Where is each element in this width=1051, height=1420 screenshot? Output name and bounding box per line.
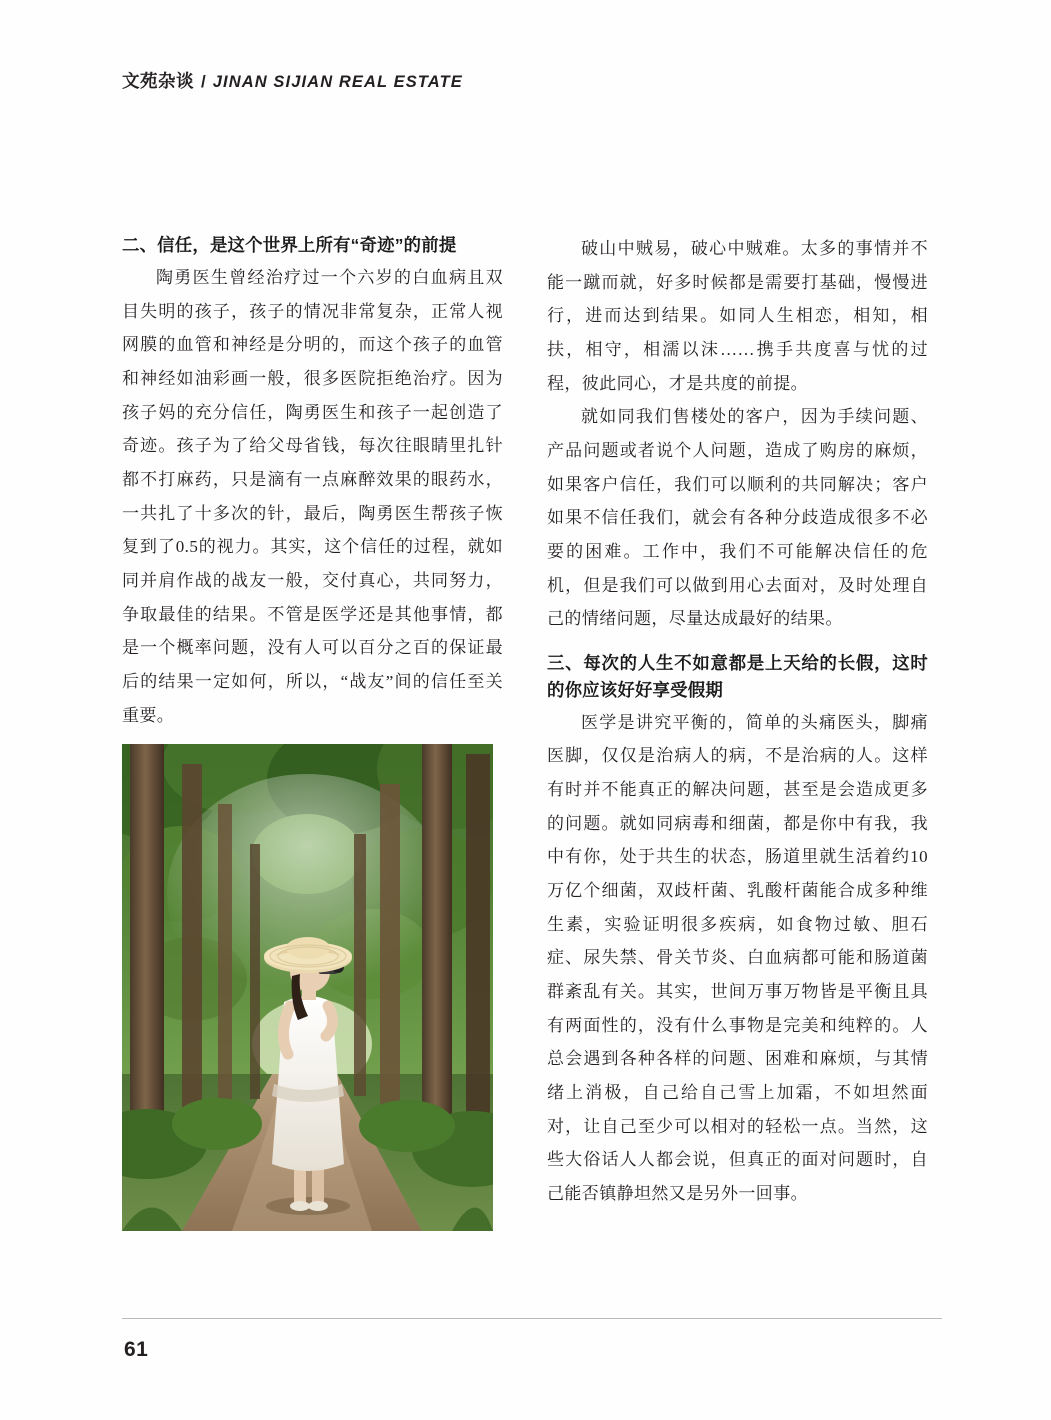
right-paragraph-2: 就如同我们售楼处的客户，因为手续问题、产品问题或者说个人问题，造成了购房的麻烦，如果客户信任，我们可以顺利的共同解决；客户如果不信任我们，就会有各种分歧造成很多不必要的困难。工作中，我们不可能解决信任的危机，但是我们可以做到用心去面对，及时处理自己的情绪问题，尽量达成最好的结果。 (547, 407, 928, 629)
header-english-label: JINAN SIJIAN REAL ESTATE (212, 73, 463, 91)
right-column (547, 232, 928, 1211)
right-paragraph-3: 医学是讲究平衡的，简单的头痛医头，脚痛医脚，仅仅是治病人的病，不是治病的人。这样有时并不能真正的解决问题，甚至是会造成更多的问题。就如同病毒和细菌，都是你中有我，我中有你，处于共生的状态，肠道里就生活着约10万亿个细菌，双歧杆菌、乳酸杆菌能合成多种维生素，实验证明很多疾病，如食物过敏、胆石症、尿失禁、骨关节炎、白血病都可能和肠道菌群紊乱有关。其实，世间万事万物皆是平衡且具有两面性的，没有什么事物是完美和纯粹的。人总会遇到各种各样的问题、困难和麻烦，与其情绪上消极，自己给自己雪上加霜，不如坦然面对，让自己至少可以相对的轻松一点。当然，这些大俗话人人都会说，但真正的面对问题时，自己能否镇静坦然又是另外一回事。 (547, 712, 928, 1203)
left-paragraph-1: 陶勇医生曾经治疗过一个六岁的白血病且双目失明的孩子，孩子的情况非常复杂，正常人视网膜的血管和神经是分明的，而这个孩子的血管和神经如油彩画一般，很多医院拒绝治疗。因为孩子妈的充分信任，陶勇医生和孩子一起创造了奇迹。孩子为了给父母省钱，每次往眼睛里扎针都不打麻药，只是滴有一点麻醉效果的眼药水，一共扎了十多次的针，最后，陶勇医生帮孩子恢复到了0.5的视力。其实，这个信任的过程，就如同并肩作战的战友一般，交付真心，共同努力，争取最佳的结果。不管是医学还是其他事情，都是一个概率问题，没有人可以百分之百的保证最后的结果一定如何，所以，“战友”间的信任至关重要。 (122, 267, 503, 725)
photo-woman-in-forest (122, 744, 493, 1231)
left-column (122, 232, 503, 1231)
header-separator: / (201, 72, 206, 91)
page-number: 61 (124, 1338, 149, 1361)
right-paragraph-1: 破山中贼易，破心中贼难。太多的事情并不能一蹴而就，好多时候都是需要打基础，慢慢进行，进而达到结果。如同人生相恋，相知，相扶，相守，相濡以沫……携手共度喜与忧的过程，彼此同心，才是共度的前提。 (547, 239, 928, 393)
page-header (122, 68, 942, 98)
right-section-heading: 三、每次的人生不如意都是上天给的长假，这时的你应该好好享受假期 (547, 652, 928, 700)
footer-divider (122, 1318, 942, 1319)
left-section-heading: 二、信任，是这个世界上所有“奇迹”的前提 (122, 235, 457, 255)
header-chinese-label: 文苑杂谈 (122, 71, 194, 91)
